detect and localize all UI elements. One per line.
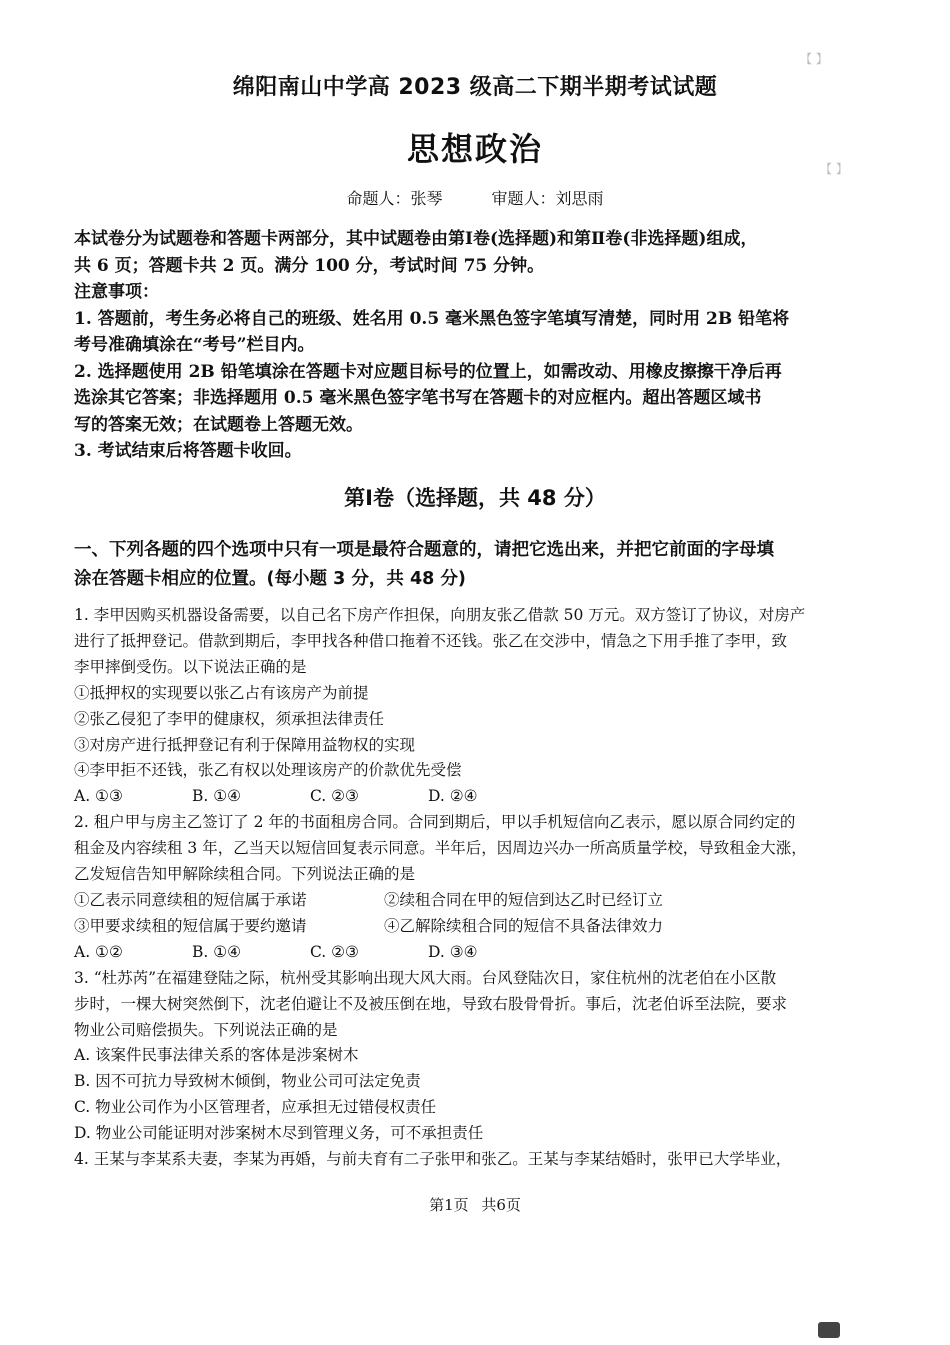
question-2-stem: 租金及内容续租 3 年，乙当天以短信回复表示同意。半年后，因周边兴办一所高质量学校，导致租金大涨， <box>74 839 807 858</box>
reviewer: 审题人：刘思雨 <box>491 189 604 208</box>
question-1-options <box>74 784 874 810</box>
statement: ④李甲拒不还钱，张乙有权以处理该房产的价款优先受偿 <box>74 761 462 780</box>
scanner-logo-icon <box>818 1322 840 1338</box>
question-1-stem: 1. 李甲因购买机器设备需要，以自己名下房产作担保，向朋友张乙借款 50 万元。双方签订了协议，对房产 <box>74 606 806 624</box>
option-c: C. 物业公司作为小区管理者，应承担无过错侵权责任 <box>74 1098 437 1117</box>
statement: ③对房产进行抵押登记有利于保障用益物权的实现 <box>74 735 416 754</box>
page-footer <box>0 1194 950 1215</box>
question-3-stem: 步时，一棵大树突然倒下，沈老伯避让不及被压倒在地，导致右股骨骨折。事后，沈老伯诉至法院，要求 <box>74 994 788 1013</box>
statement-row <box>74 888 874 914</box>
notice-title: 注意事项： <box>74 282 159 302</box>
question-3-stem: 3. “杜苏芮”在福建登陆之际，杭州受其影响出现大风大雨。台风登陆次日，家住杭州的沈老伯在小区散 <box>74 968 777 987</box>
part-line: 一、下列各题的四个选项中只有一项是最符合题意的，请把它选出来，并把它前面的字母填 <box>74 540 774 560</box>
statement-row <box>74 914 874 940</box>
page-total: 共6页 <box>481 1196 521 1214</box>
question-2-stem: 乙发短信告知甲解除续租合同。下列说法正确的是 <box>74 865 416 884</box>
statement: ②续租合同在甲的短信到达乙时已经订立 <box>384 890 664 909</box>
statement: ①抵押权的实现要以张乙占有该房产为前提 <box>74 683 369 702</box>
option-d: D. 物业公司能证明对涉案树木尽到管理义务，可不承担责任 <box>74 1124 484 1143</box>
subject-title: 思想政治 <box>406 130 543 168</box>
exam-instructions <box>74 226 874 465</box>
statement: ②张乙侵犯了李甲的健康权，须承担法律责任 <box>74 709 385 728</box>
option-b: B. ①④ <box>192 942 242 961</box>
authors-line <box>0 186 950 209</box>
bleed-through-text: 【 】 <box>820 162 848 176</box>
question-1-stem: 李甲摔倒受伤。以下说法正确的是 <box>74 657 307 676</box>
part-instructions <box>74 536 874 594</box>
notice-item: 写的答案无效；在试题卷上答题无效。 <box>74 414 363 435</box>
option-a: A. 该案件民事法律关系的客体是涉案树木 <box>74 1046 359 1065</box>
option-d: D. ②④ <box>428 787 478 806</box>
question-2-stem: 2. 租户甲与房主乙签订了 2 年的书面租房合同。合同到期后，甲以手机短信向乙表示，愿以原合同约定的 <box>74 813 796 832</box>
option-c: C. ②③ <box>310 942 359 961</box>
question-2-options <box>74 940 874 966</box>
question-1-stem: 进行了抵押登记。借款到期后，李甲找各种借口拖着不还钱。张乙在交涉中，情急之下用手推了李甲，致 <box>74 631 788 650</box>
option-b: B. ①④ <box>192 787 242 806</box>
school-title: 绵阳南山中学高 2023 级高二下期半期考试试题 <box>232 75 718 100</box>
statement: ①乙表示同意续租的短信属于承诺 <box>74 890 307 909</box>
option-c: C. ②③ <box>310 787 359 806</box>
option-b: B. 因不可抗力导致树木倾倒，物业公司可法定免责 <box>74 1072 421 1091</box>
intro-line: 本试卷分为试题卷和答题卡两部分，其中试题卷由第Ⅰ卷(选择题)和第Ⅱ卷(非选择题)组成， <box>74 229 758 249</box>
notice-item: 2. 选择题使用 2B 铅笔填涂在答题卡对应题目标号的位置上，如需改动、用橡皮擦擦干净后再 <box>74 361 782 382</box>
notice-item: 1. 答题前，考生务必将自己的班级、姓名用 0.5 毫米黑色签字笔填写清楚，同时用 2B 铅笔将 <box>74 308 790 329</box>
option-a: A. ①③ <box>74 787 123 806</box>
section-title: 第Ⅰ卷（选择题，共 48 分） <box>344 486 606 510</box>
bleed-through-text: 【 】 <box>800 52 828 66</box>
question-4-stem: 4. 王某与李某系夫妻，李某为再婚，与前夫育有二子张甲和张乙。王某与李某结婚时，张甲已大学毕业， <box>74 1150 792 1169</box>
question-3-stem: 物业公司赔偿损失。下列说法正确的是 <box>74 1020 338 1039</box>
notice-item: 3. 考试结束后将答题卡收回。 <box>74 441 302 461</box>
intro-line: 共 6 页；答题卡共 2 页。满分 100 分，考试时间 75 分钟。 <box>74 255 545 276</box>
statement: ④乙解除续租合同的短信不具备法律效力 <box>384 916 664 935</box>
option-d: D. ③④ <box>428 942 478 961</box>
statement: ③甲要求续租的短信属于要约邀请 <box>74 916 307 935</box>
setter: 命题人：张琴 <box>346 189 443 208</box>
questions <box>74 603 874 1173</box>
notice-item: 考号准确填涂在“考号”栏目内。 <box>74 335 315 355</box>
part-line: 涂在答题卡相应的位置。(每小题 3 分，共 48 分) <box>74 569 466 589</box>
notice-item: 选涂其它答案；非选择题用 0.5 毫米黑色签字笔书写在答题卡的对应框内。超出答题区域书 <box>74 388 762 408</box>
page-number: 第1页 <box>429 1196 469 1214</box>
option-a: A. ①② <box>74 942 123 961</box>
